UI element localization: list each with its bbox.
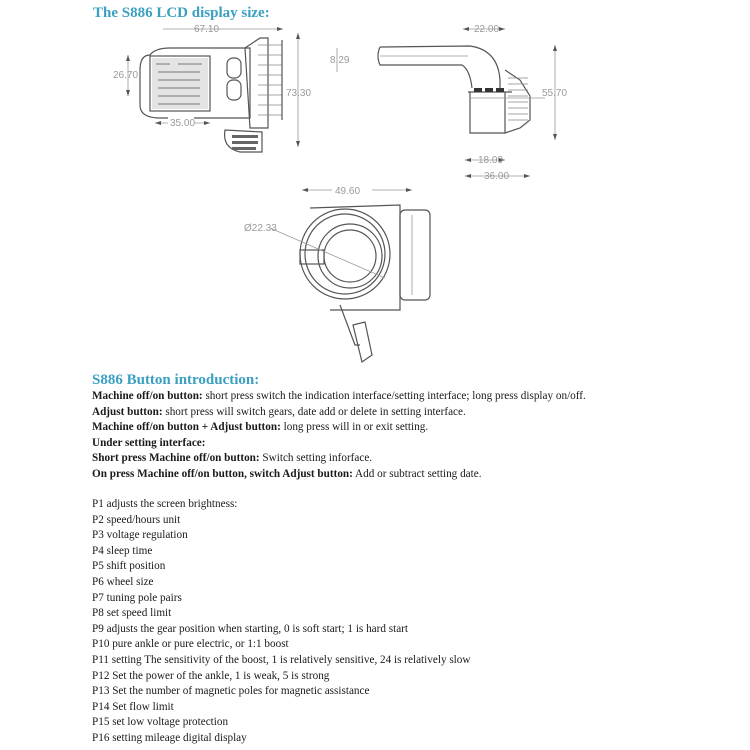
intro-desc: short press switch the indication interface/setting interface; long press display on/off.: [202, 390, 586, 402]
intro-line: [92, 405, 586, 421]
param-p13: P13 Set the number of magnetic poles for magnetic assistance: [92, 685, 370, 698]
intro-term: Short press Machine off/on button:: [92, 452, 260, 465]
param-p12: P12 Set the power of the ankle, 1 is weak, 5 is strong: [92, 669, 330, 682]
param-p10: P10 pure ankle or pure electric, or 1:1 boost: [92, 638, 289, 651]
intro-line: [92, 420, 586, 436]
section-title-button-intro: S886 Button introduction:: [92, 372, 260, 388]
button-introduction: [92, 389, 586, 483]
dim-base-width: 36.00: [484, 171, 510, 182]
intro-line: [92, 389, 586, 405]
dim-bar-diameter: 8.29: [330, 55, 350, 66]
section-title-display-size: The S886 LCD display size:: [93, 5, 270, 21]
intro-term: Machine off/on button + Adjust button:: [92, 421, 281, 434]
dim-screen-width: 35.00: [170, 118, 196, 129]
param-p14: P14 Set flow limit: [92, 700, 174, 713]
technical-drawings: [0, 0, 750, 370]
clamp-view-drawing: [244, 184, 430, 362]
param-p2: P2 speed/hours unit: [92, 513, 181, 526]
intro-line: [92, 451, 586, 467]
intro-term: Under setting interface:: [92, 436, 206, 449]
intro-desc: long press will in or exit setting.: [280, 421, 429, 434]
param-p15: P15 set low voltage protection: [92, 716, 229, 729]
parameter-list: [92, 497, 470, 747]
dim-screen-height: 26.70: [113, 70, 139, 81]
dim-total-height: 73.30: [286, 88, 312, 99]
param-p5: P5 shift position: [92, 560, 166, 573]
dim-inner-width: 18.00: [478, 155, 504, 166]
intro-term: Machine off/on button:: [92, 390, 203, 402]
intro-term: Adjust button:: [92, 405, 163, 418]
intro-line: [92, 467, 586, 483]
param-p11: P11 setting The sensitivity of the boost, 1 is relatively sensitive, 24 is relatively slow: [92, 653, 471, 666]
param-p9: P9 adjusts the gear position when starting, 0 is soft start; 1 is hard start: [92, 622, 409, 635]
param-p7: P7 tuning pole pairs: [92, 591, 182, 604]
param-p6: P6 wheel size: [92, 575, 154, 588]
dim-top-width: 22.00: [474, 24, 500, 35]
dim-side-height: 55.70: [542, 88, 568, 99]
param-p16: P16 setting mileage digital display: [92, 731, 247, 744]
dim-width-front: 67.10: [194, 24, 220, 35]
param-p3: P3 voltage regulation: [92, 529, 188, 542]
param-p4: P4 sleep time: [92, 544, 153, 557]
dim-bore-diameter: Ø22.33: [244, 223, 277, 234]
intro-line: [92, 436, 586, 452]
front-view-drawing: [113, 22, 311, 152]
param-p8: P8 set speed limit: [92, 607, 172, 620]
intro-desc: short press will switch gears, date add or delete in setting interface.: [162, 405, 466, 418]
intro-desc: Switch setting inforface.: [259, 452, 373, 465]
intro-term: On press Machine off/on button, switch Adjust button:: [92, 467, 353, 480]
intro-desc: Add or subtract setting date.: [352, 467, 482, 480]
side-view-drawing: [330, 24, 567, 182]
dim-clamp-width: 49.60: [335, 186, 361, 197]
param-p1: P1 adjusts the screen brightness:: [92, 498, 238, 510]
